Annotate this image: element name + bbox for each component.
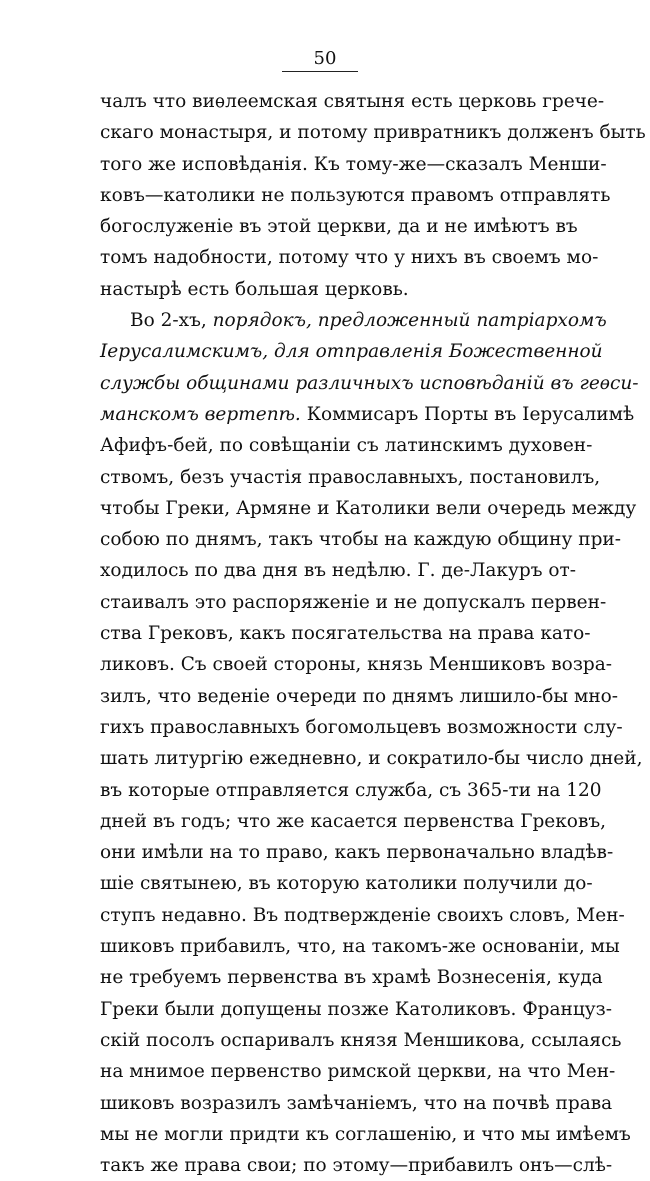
text-segment: скій посолъ оспаривалъ князя Меншикова, ссылаясь (100, 1029, 622, 1051)
text-segment: ствомъ, безъ участія православныхъ, постановилъ, (100, 466, 601, 488)
text-line (100, 1025, 622, 1056)
text-segment: настырѣ есть большая церковь. (100, 278, 409, 300)
text-line (100, 649, 613, 680)
text-segment: стаивалъ это распоряженіе и не допускалъ первен- (100, 591, 607, 613)
text-line (100, 618, 591, 649)
text-line (100, 587, 607, 618)
text-segment: такъ же права свои; по этому—прибавилъ онъ—слѣ- (100, 1155, 613, 1177)
text-segment: чтобы Греки, Армяне и Католики вели очередь между (100, 497, 637, 519)
text-segment: шіе святынею, въ которую католики получили до- (100, 873, 593, 895)
italic-text-segment: Іерусалимскимъ, для отправленія Божественной (100, 341, 603, 363)
text-line (100, 962, 603, 993)
text-segment: они имѣли на то право, какъ первоначально владѣв- (100, 842, 614, 864)
italic-text-segment: манскомъ вертепѣ. (100, 403, 301, 425)
text-segment: ковъ—католики не пользуются правомъ отправлять (100, 184, 611, 206)
text-line (100, 743, 643, 774)
text-line (100, 149, 607, 180)
text-line (100, 1088, 613, 1119)
page-number-rule (282, 71, 358, 72)
text-segment: того же исповѣданія. Къ тому-же—сказалъ Менши- (100, 153, 607, 175)
text-segment: шать литургію ежедневно, и сократило-бы число дней, (100, 748, 643, 770)
text-segment: дней въ годъ; что же касается первенства Грековъ, (100, 810, 607, 832)
italic-text-segment: службы общинами различныхъ исповѣданій въ геѳси- (100, 372, 639, 394)
text-segment: гихъ православныхъ богомольцевъ возможности слу- (100, 716, 623, 738)
text-segment: ликовъ. Съ своей стороны, князь Меншиковъ возра- (100, 654, 613, 676)
text-line (100, 868, 593, 899)
text-segment: чалъ что виѳлеемская святыня есть церковь грече- (100, 91, 605, 112)
text-segment: шиковъ прибавилъ, что, на такомъ-же основаніи, мы (100, 936, 620, 958)
text-segment: ства Грековъ, какъ посягательства на права като- (100, 623, 591, 645)
text-line (100, 1119, 631, 1150)
text-segment: богослуженіе въ этой церкви, да и не имѣютъ въ (100, 216, 578, 238)
text-line (100, 117, 646, 148)
text-segment: томъ надобности, потому что у нихъ въ своемъ мо- (100, 247, 599, 269)
text-line (100, 900, 625, 931)
text-line (100, 274, 555, 305)
body-text (100, 86, 646, 1181)
text-segment: не требуемъ первенства въ храмѣ Вознесенія, куда (100, 967, 603, 989)
text-line (100, 305, 607, 336)
text-line (100, 1056, 616, 1087)
text-segment: собою по днямъ, такъ чтобы на каждую общину при- (100, 529, 622, 551)
text-segment: Греки были допущены позже Католиковъ. Француз- (100, 998, 613, 1020)
text-segment: мы не могли придти къ соглашенію, и что мы имѣемъ (100, 1123, 631, 1145)
text-line (100, 430, 593, 461)
text-line (100, 775, 602, 806)
page-number: 50 (313, 48, 337, 69)
text-line (100, 86, 605, 117)
text-line (100, 336, 603, 367)
text-line (100, 368, 639, 399)
text-line (100, 1150, 613, 1181)
text-segment: скаго монастыря, и потому привратникъ долженъ быть (100, 122, 646, 144)
text-segment: шиковъ возразилъ замѣчаніемъ, что на почвѣ права (100, 1092, 613, 1114)
text-line (100, 399, 635, 430)
text-line (100, 806, 607, 837)
text-line (100, 837, 614, 868)
text-segment: на мнимое первенство римской церкви, на что Мен- (100, 1061, 616, 1083)
text-line (100, 994, 613, 1025)
text-line (100, 712, 623, 743)
text-segment: Коммисаръ Порты въ Іерусалимѣ (300, 403, 635, 425)
text-segment: въ которые отправляется служба, съ 365-ти на 120 (100, 779, 602, 801)
text-segment: зилъ, что веденіе очереди по днямъ лишило-бы мно- (100, 685, 619, 707)
text-segment: Во 2-хъ, (130, 310, 213, 332)
text-segment: Афифъ-бей, по совѣщаніи съ латинскимъ духовен- (100, 435, 593, 457)
text-line (100, 681, 619, 712)
italic-text-segment: порядокъ, предложенный патріархомъ (212, 310, 607, 332)
text-line (100, 180, 611, 211)
text-line (100, 242, 599, 273)
text-line (100, 211, 578, 242)
text-segment: ступъ недавно. Въ подтвержденіе своихъ словъ, Мен- (100, 904, 625, 926)
text-line (100, 931, 620, 962)
text-line (100, 555, 576, 586)
text-segment: ходилось по два дня въ недѣлю. Г. де-Лакуръ от- (100, 560, 576, 582)
text-line (100, 493, 637, 524)
text-line (100, 462, 601, 493)
text-line (100, 524, 622, 555)
